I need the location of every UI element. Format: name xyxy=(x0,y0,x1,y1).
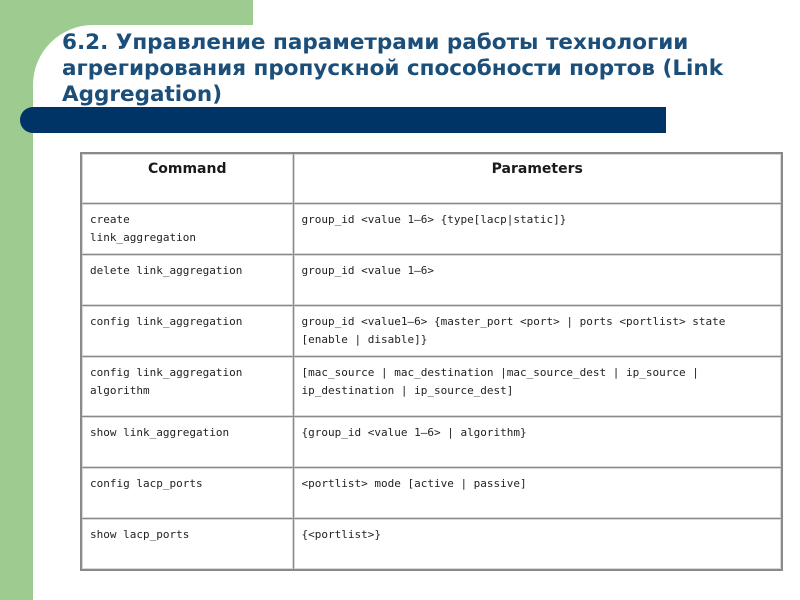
command-text: delete link_aggregation xyxy=(90,264,243,277)
command-text: algorithm xyxy=(90,384,150,397)
parameters-cell: group_id <value 1–6> {type[lacp|static]} xyxy=(293,204,782,255)
parameters-cell: [mac_source | mac_destination |mac_source_dest | ip_source | ip_destination | ip_source_dest] xyxy=(293,357,782,417)
command-cell xyxy=(81,519,293,571)
command-text: show lacp_ports xyxy=(90,528,190,541)
parameters-cell: {group_id <value 1–6> | algorithm} xyxy=(293,417,782,468)
command-text: config link_aggregation xyxy=(90,315,243,328)
command-text: show link_aggregation xyxy=(90,426,230,439)
parameters-cell: <portlist> mode [active | passive] xyxy=(293,468,782,519)
parameters-cell: group_id <value 1–6> xyxy=(293,255,782,306)
table-row xyxy=(81,204,782,255)
table-row xyxy=(81,519,782,571)
command-text: config lacp_ports xyxy=(90,477,203,490)
command-cell xyxy=(81,255,293,306)
command-cell xyxy=(81,417,293,468)
table-row xyxy=(81,468,782,519)
command-text: create xyxy=(90,213,130,226)
table-row xyxy=(81,357,782,417)
slide-title: 6.2. Управление параметрами работы технологии агрегирования пропускной способности портов (Link Aggregation) xyxy=(62,30,724,107)
column-header-command: Command xyxy=(81,153,293,204)
command-cell xyxy=(81,306,293,357)
title-underline-bar xyxy=(20,107,666,133)
table-row xyxy=(81,306,782,357)
command-cell xyxy=(81,468,293,519)
command-table xyxy=(80,152,783,571)
command-text: link_aggregation xyxy=(90,231,196,244)
column-header-parameters: Parameters xyxy=(293,153,782,204)
command-text: config link_aggregation xyxy=(90,366,243,379)
command-cell xyxy=(81,204,293,255)
parameters-cell: group_id <value1–6> {master_port <port> | ports <portlist> state [enable | disable]} xyxy=(293,306,782,357)
table-header-row xyxy=(81,153,782,204)
parameters-cell: {<portlist>} xyxy=(293,519,782,571)
table-row xyxy=(81,417,782,468)
command-cell xyxy=(81,357,293,417)
table-row xyxy=(81,255,782,306)
